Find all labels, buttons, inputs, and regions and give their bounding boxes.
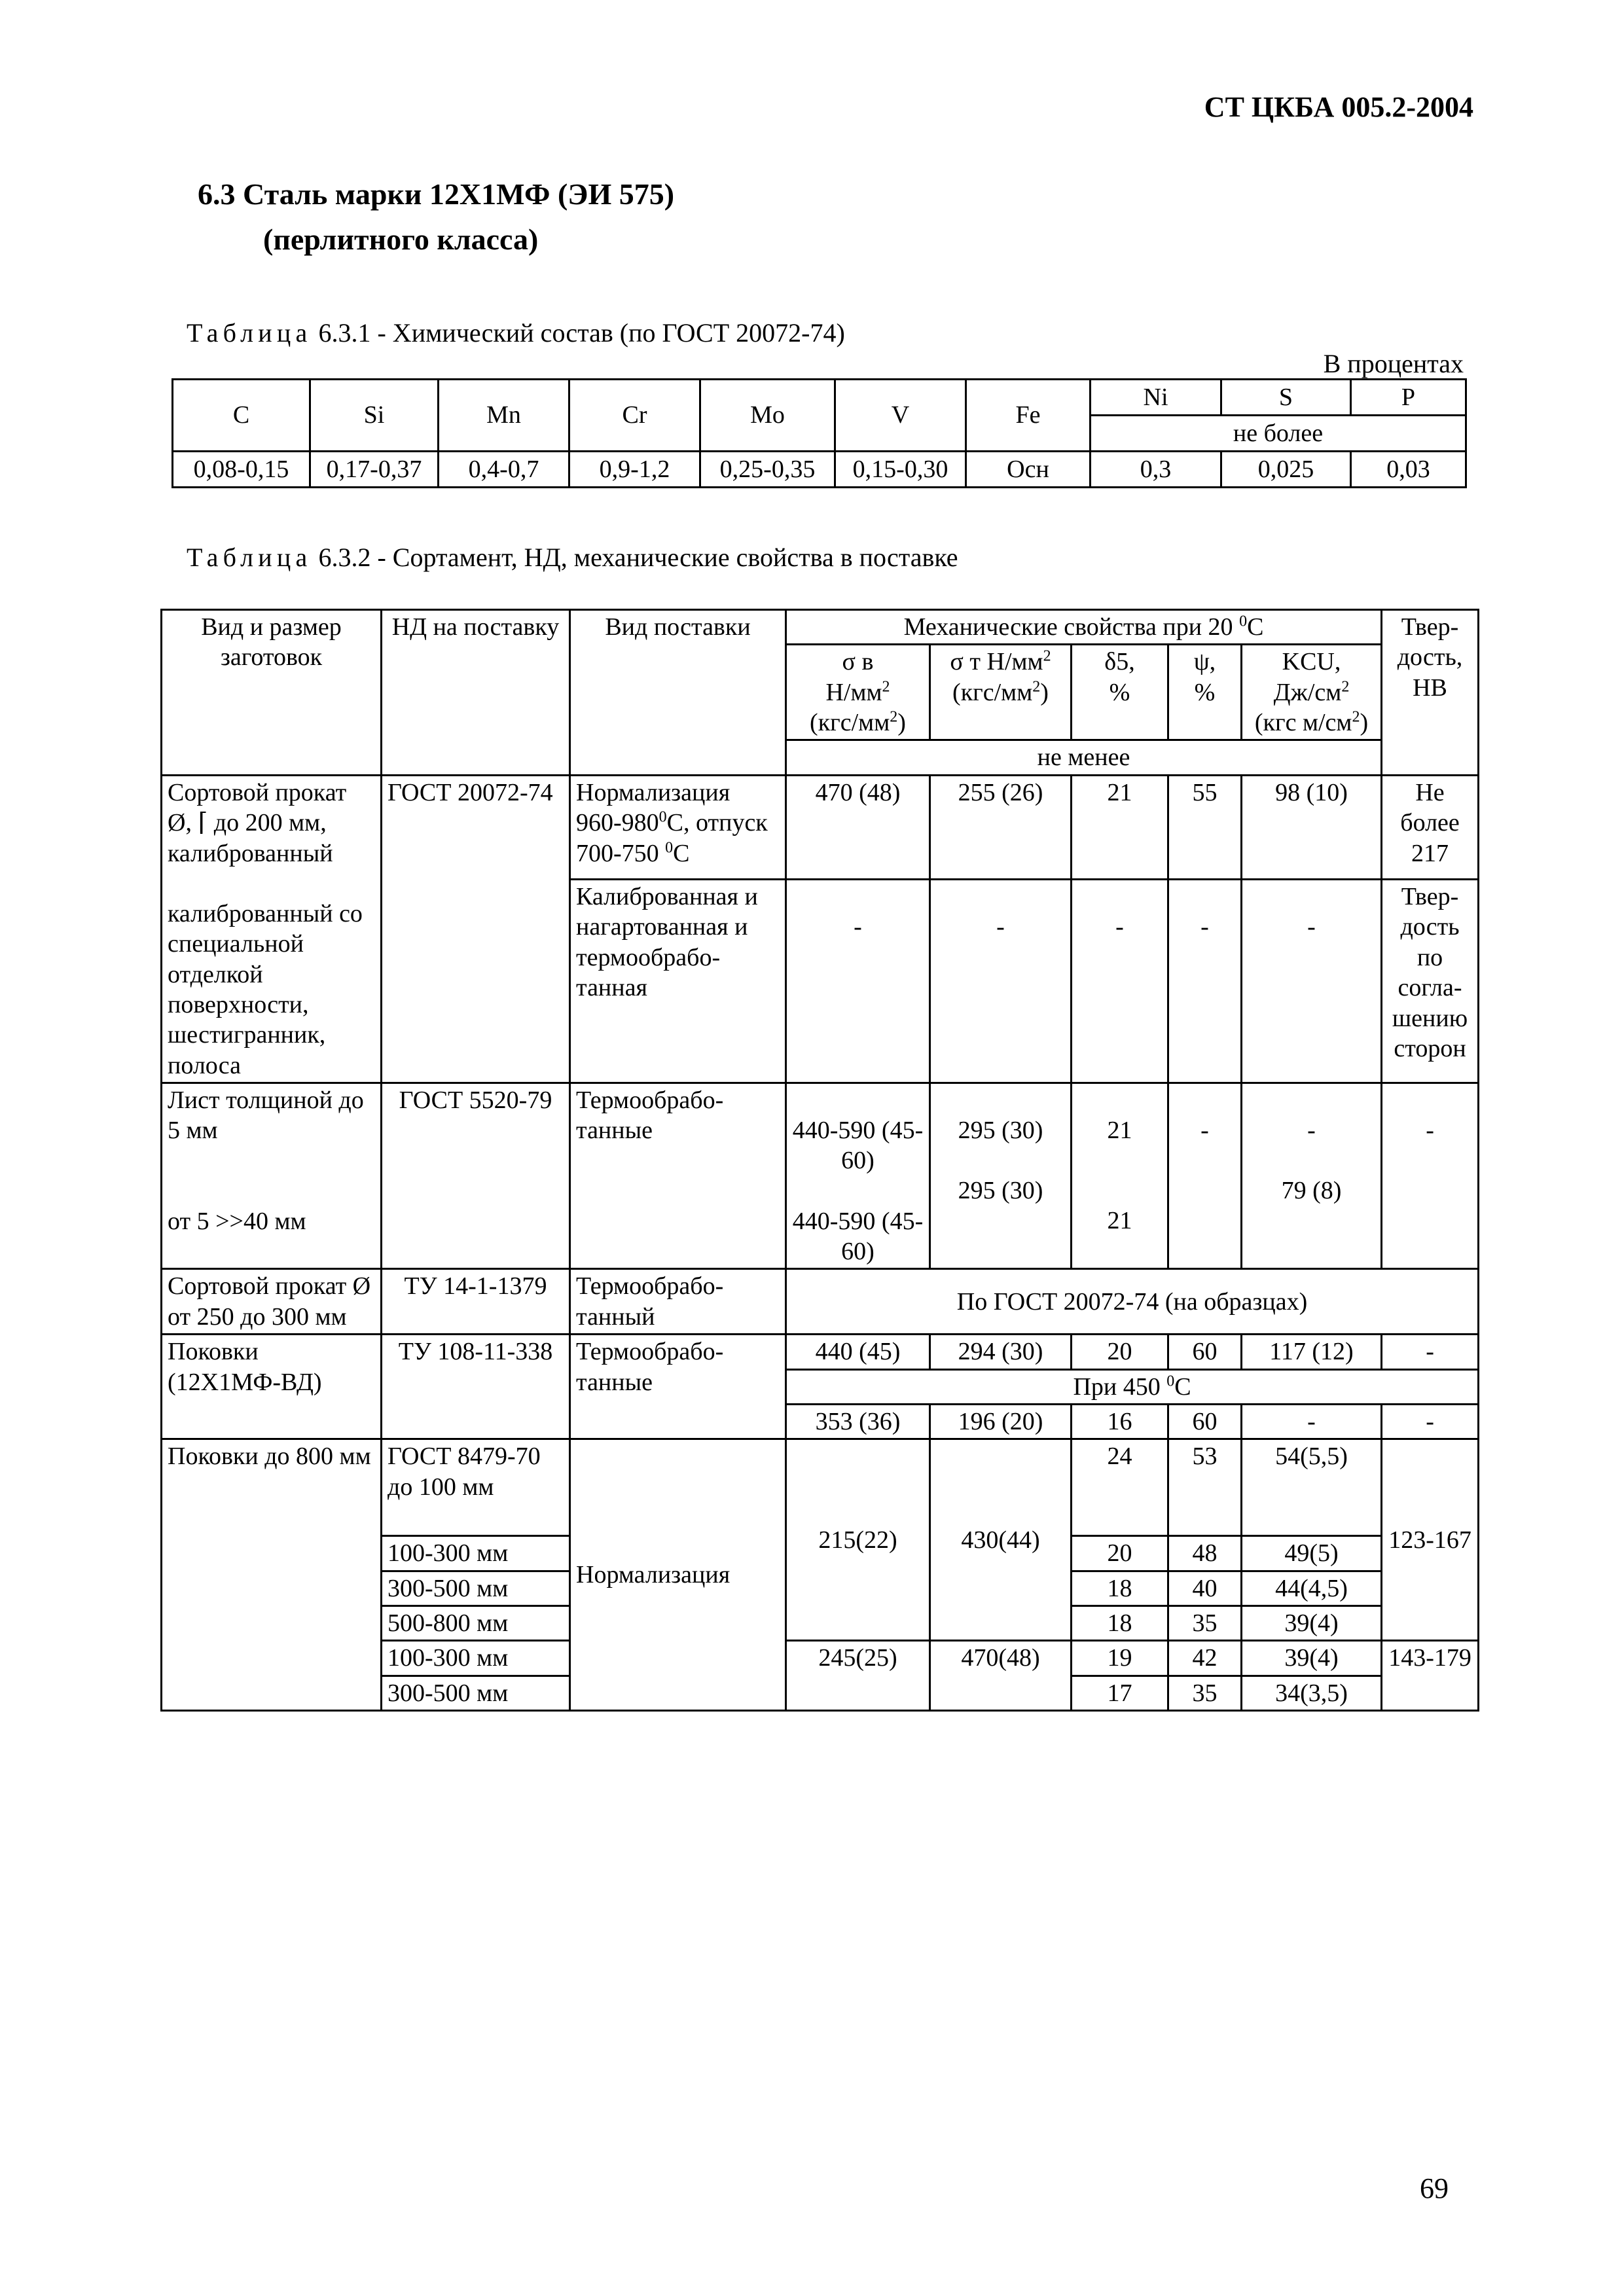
row-5-kcu: 117 (12) [1242, 1335, 1382, 1369]
row-3-psi-value: - [1200, 1117, 1209, 1145]
row-3-delivery: Термообрабо-танные [570, 1083, 786, 1269]
row-3-nd: ГОСТ 5520-79 [382, 1083, 570, 1269]
sigma-t-sup: 2 [1043, 647, 1051, 665]
row-6-psi-6: 35 [1168, 1676, 1242, 1710]
header-nd: НД на поставку [382, 610, 570, 776]
row-2-hb: Твер-дость по согла-шению сторон [1382, 880, 1479, 1083]
value-c: 0,08-0,15 [173, 452, 310, 488]
value-mo: 0,25-0,35 [700, 452, 835, 488]
row-6-psi-5: 42 [1168, 1641, 1242, 1676]
value-si: 0,17-0,37 [310, 452, 439, 488]
header-p: P [1351, 380, 1466, 416]
value-s: 0,025 [1221, 452, 1351, 488]
header-mech-unit: С [1247, 613, 1264, 641]
row-3-kind [162, 1083, 382, 1269]
header-v: V [835, 380, 966, 452]
chemical-composition-table [171, 378, 1467, 488]
row-3-kcu-a: - [1307, 1117, 1316, 1145]
row-5-delta: 20 [1072, 1335, 1168, 1369]
row-2-delta [1072, 880, 1168, 1083]
sigma-b-unit: Н/мм [825, 678, 882, 706]
row-6-psi-4: 35 [1168, 1605, 1242, 1640]
row-5-psi-hot: 60 [1168, 1404, 1242, 1439]
header-c: C [173, 380, 310, 452]
row-3-sigma-t-a: 295 (30) [958, 1117, 1043, 1145]
row-3-delta [1072, 1083, 1168, 1269]
table-row [162, 1335, 1479, 1369]
mechanical-properties-table [160, 609, 1479, 1712]
header-sigma-b: σ в $Н/мм^2$ $(кгс/мм^2)$ [786, 645, 930, 740]
row-6-psi-3: 40 [1168, 1571, 1242, 1605]
header-hardness: Твер-дость, НВ [1382, 610, 1479, 776]
header-ni: Ni [1091, 380, 1221, 416]
table-1-unit: В процентах [1323, 349, 1464, 378]
row-2-kind: калиброванный со специальной отделкой поверхности, шестигранник, полоса [168, 899, 363, 1079]
row-5-hb: - [1382, 1335, 1479, 1369]
row-5-temp-unit: С [1174, 1372, 1191, 1401]
table-1-caption-word: Таблица [187, 318, 312, 348]
row-6-kcu-3: 44(4,5) [1242, 1571, 1382, 1605]
row-6-delta-4: 18 [1072, 1605, 1168, 1640]
row-1-delivery-a: Нормализация 960-980 [576, 778, 731, 837]
degree-sign: 0 [1166, 1372, 1175, 1390]
table-2-caption-text: 6.3.2 - Сортамент, НД, механические свойства в поставке [312, 543, 958, 572]
row-2-psi [1168, 880, 1242, 1083]
row-3-sigma-t [930, 1083, 1072, 1269]
row-6-kcu-2: 49(5) [1242, 1536, 1382, 1571]
row-3-delta-a: 21 [1107, 1117, 1132, 1145]
row-3-kcu [1242, 1083, 1382, 1269]
header-mo: Mo [700, 380, 835, 452]
row-6-sigma-t-b: 470(48) [930, 1641, 1072, 1711]
header-delta [1072, 645, 1168, 740]
row-4-delivery: Термообрабо-танный [570, 1269, 786, 1335]
degree-sign: 0 [659, 808, 667, 826]
row-2-sigma-b-value: - [854, 913, 862, 941]
row-1-nd: ГОСТ 20072-74 [382, 775, 570, 1083]
row-6-sigma-b-b: 245(25) [786, 1641, 930, 1711]
row-6-kcu-4: 39(4) [1242, 1605, 1382, 1640]
delta-symbol: δ5, [1104, 648, 1135, 676]
row-5-nd: ТУ 108-11-338 [382, 1335, 570, 1439]
row-3-delta-b: 21 [1107, 1207, 1132, 1235]
delta-unit: % [1109, 678, 1130, 706]
row-5-sigma-b: 440 (45) [786, 1335, 930, 1369]
sigma-b-sup-alt: 2 [890, 708, 898, 726]
row-5-hb-hot: - [1382, 1404, 1479, 1439]
table-row [162, 1439, 1479, 1536]
header-sigma-t: σ т $Н/мм^2$ $(кгс/мм^2)$ [930, 645, 1072, 740]
kcu-unit: Дж/см [1273, 678, 1342, 706]
row-6-delta-3: 18 [1072, 1571, 1168, 1605]
row-1-kind [162, 775, 382, 1083]
row-4-kind: Сортовой прокат Ø от 250 до 300 мм [162, 1269, 382, 1335]
header-si: Si [310, 380, 439, 452]
kcu-unit-alt: (кгс м/см [1254, 709, 1352, 737]
row-1-delta: 21 [1072, 775, 1168, 879]
header-mech-text: Механические свойства при 20 [903, 613, 1233, 641]
row-5-temp-text: При 450 [1073, 1372, 1161, 1401]
row-3-hb [1382, 1083, 1479, 1269]
row-5-sigma-t: 294 (30) [930, 1335, 1072, 1369]
value-mn: 0,4-0,7 [439, 452, 569, 488]
row-6-nd-3: 300-500 мм [382, 1571, 570, 1605]
row-2-delivery: Калиброванная и нагартованная и термообрабо-танная [570, 880, 786, 1083]
table-1-caption-text: 6.3.1 - Химический состав (по ГОСТ 20072-74) [312, 318, 845, 348]
header-s: S [1221, 380, 1351, 416]
row-6-delta-1: 24 [1072, 1439, 1168, 1536]
row-5-delta-hot: 16 [1072, 1404, 1168, 1439]
row-2-sigma-b [786, 880, 930, 1083]
row-6-delta-2: 20 [1072, 1536, 1168, 1571]
row-1-psi: 55 [1168, 775, 1242, 879]
row-1-kcu: 98 (10) [1242, 775, 1382, 879]
sigma-b-sup: 2 [882, 678, 890, 696]
sigma-t-unit-alt: (кгс/мм [952, 678, 1033, 706]
row-6-kcu-6: 34(3,5) [1242, 1676, 1382, 1710]
table-1-header-row [173, 380, 1466, 416]
row-1-delivery-b: С, отпуск 700-750 [576, 809, 768, 867]
row-6-psi-1: 53 [1168, 1439, 1242, 1536]
row-2-kcu [1242, 880, 1382, 1083]
row-6-sigma-b-a: 215(22) [786, 1439, 930, 1641]
row-4-note: По ГОСТ 20072-74 (на образцах) [786, 1269, 1479, 1335]
row-3-psi [1168, 1083, 1242, 1269]
sigma-b-symbol: σ в [842, 648, 874, 676]
psi-symbol: ψ, [1193, 648, 1216, 676]
row-6-hb-a: 123-167 [1382, 1439, 1479, 1641]
row-6-hb-b: 143-179 [1382, 1641, 1479, 1711]
header-mn: Mn [439, 380, 569, 452]
row-5-sigma-t-hot: 196 (20) [930, 1404, 1072, 1439]
row-5-kind: Поковки (12Х1МФ-ВД) [162, 1335, 382, 1439]
sigma-t-sup-alt: 2 [1032, 678, 1041, 696]
row-1-sigma-b: 470 (48) [786, 775, 930, 879]
row-1-delivery [570, 775, 786, 879]
row-5-delivery: Термообрабо-танные [570, 1335, 786, 1439]
table-row [162, 1083, 1479, 1269]
row-3-kind-b: от 5 >>40 мм [168, 1207, 306, 1235]
row-3-sigma-b-b: 440-590 (45-60) [792, 1207, 924, 1266]
header-fe: Fe [966, 380, 1091, 452]
header-kcu: KCU, $Дж/см^2$ (кгс $м/см^2$) [1242, 645, 1382, 740]
row-1-kind-a: Сортовой прокат Ø, ⌈ до 200 мм, калиброванный [168, 778, 347, 867]
row-6-nd-2: 100-300 мм [382, 1536, 570, 1571]
section-title [198, 171, 674, 262]
row-6-psi-2: 48 [1168, 1536, 1242, 1571]
value-ni: 0,3 [1091, 452, 1221, 488]
row-1-hb: Не более 217 [1382, 775, 1479, 879]
row-2-delta-value: - [1115, 913, 1124, 941]
value-p: 0,03 [1351, 452, 1466, 488]
header-mech-props [786, 610, 1382, 645]
row-5-kcu-hot: - [1242, 1404, 1382, 1439]
header-psi [1168, 645, 1242, 740]
header-delivery: Вид поставки [570, 610, 786, 776]
row-6-delta-5: 19 [1072, 1641, 1168, 1676]
row-1-sigma-t: 255 (26) [930, 775, 1072, 879]
table-1-caption [187, 317, 845, 348]
row-1-delivery-c: С [673, 839, 690, 867]
page-number: 69 [1420, 2172, 1449, 2204]
document-code: СТ ЦКБА 005.2-2004 [1204, 91, 1473, 123]
row-5-sigma-b-hot: 353 (36) [786, 1404, 930, 1439]
row-2-kcu-value: - [1307, 913, 1316, 941]
degree-sign: 0 [1239, 613, 1248, 630]
row-2-psi-value: - [1200, 913, 1209, 941]
row-6-kcu-5: 39(4) [1242, 1641, 1382, 1676]
section-title-line-1: 6.3 Сталь марки 12Х1МФ (ЭИ 575) [198, 177, 675, 211]
row-3-kind-a: Лист толщиной до 5 мм [168, 1086, 364, 1145]
row-6-kind: Поковки до 800 мм [162, 1439, 382, 1711]
row-6-kcu-1: 54(5,5) [1242, 1439, 1382, 1536]
table-2-caption-word: Таблица [187, 543, 312, 572]
row-5-psi: 60 [1168, 1335, 1242, 1369]
table-1-value-row [173, 452, 1466, 488]
value-v: 0,15-0,30 [835, 452, 966, 488]
row-5-temp-note [786, 1369, 1479, 1404]
row-3-sigma-t-b: 295 (30) [958, 1177, 1043, 1205]
header-min-note: не менее [786, 740, 1382, 775]
value-cr: 0,9-1,2 [569, 452, 700, 488]
header-row-1 [162, 610, 1479, 645]
degree-sign: 0 [665, 838, 674, 856]
kcu-sup-alt: 2 [1352, 708, 1360, 726]
kcu-sup: 2 [1341, 678, 1350, 696]
header-kind: Вид и размер заготовок [162, 610, 382, 776]
row-6-nd-4: 500-800 мм [382, 1605, 570, 1640]
row-2-sigma-t [930, 880, 1072, 1083]
row-6-sigma-t-a: 430(44) [930, 1439, 1072, 1641]
psi-unit: % [1194, 678, 1216, 706]
table-row [162, 1269, 1479, 1335]
row-2-sigma-t-value: - [996, 913, 1005, 941]
section-title-line-2: (перлитного класса) [263, 223, 539, 256]
header-cr: Cr [569, 380, 700, 452]
row-6-nd-6: 300-500 мм [382, 1676, 570, 1710]
kcu-symbol: KCU, [1282, 648, 1341, 676]
sigma-b-unit-alt: (кгс/мм [810, 709, 890, 737]
row-3-sigma-b-a: 440-590 (45-60) [792, 1117, 924, 1175]
value-fe: Осн [966, 452, 1091, 488]
sigma-t-label: σ т Н/мм [950, 648, 1043, 676]
row-3-sigma-b [786, 1083, 930, 1269]
header-max-note: не более [1091, 416, 1466, 452]
row-3-hb-value: - [1426, 1117, 1434, 1145]
row-6-nd-1: ГОСТ 8479-70 до 100 мм [382, 1439, 570, 1536]
table-row [162, 775, 1479, 879]
row-3-kcu-b: 79 (8) [1281, 1177, 1342, 1205]
row-6-nd-5: 100-300 мм [382, 1641, 570, 1676]
row-6-delta-6: 17 [1072, 1676, 1168, 1710]
row-4-nd: ТУ 14-1-1379 [382, 1269, 570, 1335]
table-2-caption [187, 542, 958, 573]
row-6-delivery: Нормализация [570, 1439, 786, 1711]
